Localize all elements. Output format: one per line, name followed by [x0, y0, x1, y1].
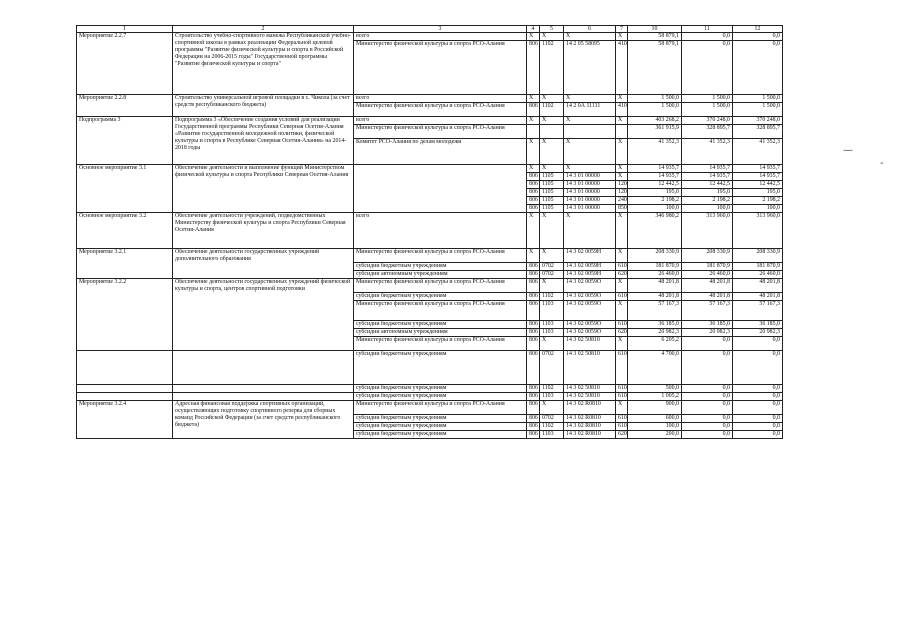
amount-2018-cell: 57 167,3: [733, 301, 783, 321]
grbs-cell: 806: [527, 415, 540, 423]
table-row: [77, 213, 783, 249]
vr-cell: X: [616, 165, 628, 173]
measure-code-cell: Основное мероприятие 3.1: [77, 165, 173, 213]
grbs-cell: 806: [527, 393, 540, 401]
amount-2016-cell: 48 201,8: [628, 279, 682, 293]
grbs-cell: 806: [527, 271, 540, 279]
grbs-cell: 806: [527, 329, 540, 337]
amount-2016-cell: 36 185,0: [628, 321, 682, 329]
amount-2017-cell: 0,0: [682, 351, 733, 385]
amount-2018-cell: 0,0: [733, 33, 783, 41]
rzpr-cell: X: [540, 139, 564, 165]
grbs-cell: X: [527, 33, 540, 41]
executor-cell: Министерство физической культуры и спорта РСО-Алания: [354, 337, 527, 351]
amount-2017-cell: 57 167,3: [682, 301, 733, 321]
measure-description-cell: Подпрограмма 3 «Обеспечение создания условий для реализации Государственной программы Республики Северная Осетия-Алания «Развитие государственной молодежной политики, физической культуры и спорта в Республике Северная Осетия-Алания» на 2014-2018 годы: [173, 117, 354, 165]
executor-cell: субсидии бюджетным учреждениям: [354, 351, 527, 385]
amount-2017-cell: 370 248,0: [682, 117, 733, 125]
rzpr-cell: X: [540, 401, 564, 415]
rzpr-cell: X: [540, 117, 564, 125]
vr-cell: 620: [616, 271, 628, 279]
table-row: [77, 249, 783, 263]
amount-2018-cell: 181 870,9: [733, 263, 783, 271]
amount-2018-cell: 370 248,0: [733, 117, 783, 125]
executor-cell: субсидии автономным учреждениям: [354, 329, 527, 337]
amount-2016-cell: 6 205,2: [628, 337, 682, 351]
amount-2018-cell: 14 935,7: [733, 173, 783, 181]
csr-cell: 14 3 02 50810: [564, 385, 616, 393]
amount-2016-cell: 26 460,0: [628, 271, 682, 279]
csr-cell: 14 3 02 0059О: [564, 279, 616, 293]
grbs-cell: X: [527, 249, 540, 263]
amount-2017-cell: 0,0: [682, 401, 733, 415]
executor-cell: субсидии автономным учреждениям: [354, 271, 527, 279]
rzpr-cell: X: [540, 213, 564, 249]
amount-2018-cell: 26 460,0: [733, 271, 783, 279]
amount-2018-cell: 328 895,7: [733, 125, 783, 139]
amount-2017-cell: 26 460,0: [682, 271, 733, 279]
amount-2016-cell: 200,0: [628, 431, 682, 439]
amount-2016-cell: 500,0: [628, 385, 682, 393]
executor-cell: субсидии бюджетным учреждениям: [354, 263, 527, 271]
csr-cell: X: [564, 165, 616, 173]
table-row: [77, 385, 783, 393]
csr-cell: 14 3 01 00000: [564, 197, 616, 205]
amount-2016-cell: 1 005,2: [628, 393, 682, 401]
amount-2018-cell: 12 442,5: [733, 181, 783, 189]
csr-cell: 14 2 05 58095: [564, 41, 616, 95]
rzpr-cell: 1102: [540, 293, 564, 301]
amount-2018-cell: 0,0: [733, 431, 783, 439]
amount-2018-cell: 1 500,0: [733, 95, 783, 103]
amount-2018-cell: 20 982,3: [733, 329, 783, 337]
rzpr-cell: X: [540, 279, 564, 293]
amount-2018-cell: 0,0: [733, 351, 783, 385]
csr-cell: 14 3 02 0059О: [564, 329, 616, 337]
vr-cell: X: [616, 117, 628, 125]
executor-cell: всего: [354, 95, 527, 103]
grbs-cell: 806: [527, 423, 540, 431]
executor-cell: субсидии бюджетным учреждениям: [354, 423, 527, 431]
amount-2017-cell: 2 198,2: [682, 197, 733, 205]
amount-2017-cell: 313 960,0: [682, 213, 733, 249]
rzpr-cell: 0702: [540, 271, 564, 279]
amount-2017-cell: 0,0: [682, 33, 733, 41]
vr-cell: 410: [616, 41, 628, 95]
amount-2017-cell: 14 935,7: [682, 165, 733, 173]
grbs-cell: 806: [527, 337, 540, 351]
vr-cell: 620: [616, 329, 628, 337]
measure-description-cell: [173, 385, 354, 393]
rzpr-cell: 0702: [540, 351, 564, 385]
measure-code-cell: [77, 393, 173, 401]
amount-2016-cell: 195,0: [628, 189, 682, 197]
amount-2016-cell: 12 442,5: [628, 181, 682, 189]
vr-cell: 610: [616, 293, 628, 301]
amount-2016-cell: 600,0: [628, 415, 682, 423]
csr-cell: 14 3 01 00000: [564, 181, 616, 189]
amount-2017-cell: 0,0: [682, 393, 733, 401]
measure-code-cell: Основное мероприятие 3.2: [77, 213, 173, 249]
measure-description-cell: [173, 351, 354, 385]
measure-description-cell: Обеспечение деятельности и выполнение функций Министерством физической культуры и спорта Республики Северная Осетия-Алания: [173, 165, 354, 213]
csr-cell: X: [564, 139, 616, 165]
csr-cell: 14 3 02 0059О: [564, 321, 616, 329]
measure-code-cell: Мероприятие 3.2.4: [77, 401, 173, 439]
vr-cell: 610: [616, 351, 628, 385]
amount-2017-cell: 12 442,5: [682, 181, 733, 189]
vr-cell: X: [616, 213, 628, 249]
amount-2016-cell: 1 500,0: [628, 95, 682, 103]
table-row: [77, 117, 783, 125]
executor-cell: всего: [354, 213, 527, 249]
amount-2018-cell: 0,0: [733, 423, 783, 431]
margin-mark-small: -: [880, 158, 884, 169]
measure-code-cell: Мероприятие 3.2.1: [77, 249, 173, 279]
amount-2017-cell: 48 201,8: [682, 279, 733, 293]
vr-cell: 610: [616, 263, 628, 271]
amount-2016-cell: 58 879,1: [628, 41, 682, 95]
column-number-header: [77, 26, 783, 33]
executor-cell: Комитет РСО-Алания по делам молодежи: [354, 139, 527, 165]
measure-code-cell: Мероприятие 2.2.7: [77, 33, 173, 95]
executor-cell: субсидии бюджетным учреждениям: [354, 293, 527, 301]
rzpr-cell: 1105: [540, 189, 564, 197]
grbs-cell: X: [527, 95, 540, 103]
amount-2018-cell: 0,0: [733, 401, 783, 415]
grbs-cell: 806: [527, 263, 540, 271]
amount-2018-cell: 0,0: [733, 393, 783, 401]
amount-2018-cell: 208 330,9: [733, 249, 783, 263]
amount-2016-cell: 4 700,0: [628, 351, 682, 385]
amount-2017-cell: 328 895,7: [682, 125, 733, 139]
col-header: 6: [564, 26, 616, 33]
table-row: [77, 279, 783, 293]
vr-cell: 850: [616, 205, 628, 213]
rzpr-cell: 0702: [540, 415, 564, 423]
executor-cell: субсидии бюджетным учреждениям: [354, 321, 527, 329]
amount-2018-cell: 14 935,7: [733, 165, 783, 173]
rzpr-cell: 1103: [540, 393, 564, 401]
amount-2017-cell: 0,0: [682, 415, 733, 423]
rzpr-cell: 1102: [540, 103, 564, 117]
executor-cell: субсидии бюджетным учреждениям: [354, 431, 527, 439]
measure-code-cell: Мероприятие 2.2.8: [77, 95, 173, 117]
vr-cell: X: [616, 33, 628, 41]
table-row: [77, 165, 783, 173]
rzpr-cell: X: [540, 337, 564, 351]
executor-cell: Министерство физической культуры и спорта РСО-Алания: [354, 41, 527, 95]
grbs-cell: X: [527, 165, 540, 173]
csr-cell: 14 3 02 R0810: [564, 401, 616, 415]
amount-2017-cell: 14 935,7: [682, 173, 733, 181]
csr-cell: 14 3 02 0059Н: [564, 263, 616, 271]
rzpr-cell: X: [540, 165, 564, 173]
grbs-cell: 806: [527, 431, 540, 439]
rzpr-cell: 1103: [540, 321, 564, 329]
csr-cell: 14 3 02 R0810: [564, 431, 616, 439]
rzpr-cell: [540, 125, 564, 139]
amount-2016-cell: 100,0: [628, 205, 682, 213]
amount-2016-cell: 58 879,1: [628, 33, 682, 41]
executor-cell: всего: [354, 33, 527, 41]
amount-2017-cell: 48 201,8: [682, 293, 733, 301]
col-header: 12: [733, 26, 783, 33]
col-header: 11: [682, 26, 733, 33]
csr-cell: 14 3 02 0059О: [564, 301, 616, 321]
amount-2016-cell: 48 201,8: [628, 293, 682, 301]
rzpr-cell: 1102: [540, 41, 564, 95]
csr-cell: 14 3 02 0059О: [564, 293, 616, 301]
vr-cell: [616, 125, 628, 139]
measure-description-cell: Обеспечение деятельности учреждений, подведомственных Министерству физической культуры и спорта Республики Северная Осетия-Алания: [173, 213, 354, 249]
amount-2018-cell: 1 500,0: [733, 103, 783, 117]
vr-cell: 410: [616, 103, 628, 117]
csr-cell: 14 3 02 0059Н: [564, 271, 616, 279]
rzpr-cell: X: [540, 95, 564, 103]
measure-description-cell: [173, 393, 354, 401]
rzpr-cell: 0702: [540, 263, 564, 271]
csr-cell: 14 3 01 00000: [564, 173, 616, 181]
csr-cell: X: [564, 117, 616, 125]
amount-2016-cell: 181 870,9: [628, 263, 682, 271]
executor-cell: [354, 165, 527, 213]
amount-2016-cell: 346 980,2: [628, 213, 682, 249]
grbs-cell: 806: [527, 181, 540, 189]
measure-description-cell: Строительство универсальной игровой площадки в с. Чикола (за счет средств республиканского бюджета): [173, 95, 354, 117]
csr-cell: 14 3 02 50810: [564, 337, 616, 351]
amount-2017-cell: 181 870,9: [682, 263, 733, 271]
vr-cell: X: [616, 95, 628, 103]
csr-cell: 14 3 01 00000: [564, 205, 616, 213]
vr-cell: 240: [616, 197, 628, 205]
amount-2017-cell: 0,0: [682, 41, 733, 95]
vr-cell: X: [616, 401, 628, 415]
amount-2017-cell: 0,0: [682, 423, 733, 431]
rzpr-cell: 1102: [540, 385, 564, 393]
col-header: 10: [628, 26, 682, 33]
vr-cell: X: [616, 249, 628, 263]
amount-2016-cell: 208 330,9: [628, 249, 682, 263]
vr-cell: X: [616, 301, 628, 321]
grbs-cell: 806: [527, 293, 540, 301]
grbs-cell: 806: [527, 41, 540, 95]
amount-2017-cell: 0,0: [682, 337, 733, 351]
grbs-cell: 806: [527, 351, 540, 385]
amount-2016-cell: 57 167,3: [628, 301, 682, 321]
amount-2016-cell: 900,0: [628, 401, 682, 415]
amount-2017-cell: 0,0: [682, 431, 733, 439]
amount-2018-cell: 195,0: [733, 189, 783, 197]
amount-2016-cell: 100,0: [628, 423, 682, 431]
grbs-cell: 806: [527, 205, 540, 213]
executor-cell: субсидии бюджетным учреждениям: [354, 385, 527, 393]
grbs-cell: 806: [527, 173, 540, 181]
vr-cell: X: [616, 139, 628, 165]
table-row: [77, 33, 783, 41]
col-header: 5: [540, 26, 564, 33]
executor-cell: Министерство физической культуры и спорта РСО-Алания: [354, 249, 527, 263]
amount-2017-cell: 100,0: [682, 205, 733, 213]
grbs-cell: X: [527, 117, 540, 125]
grbs-cell: 806: [527, 321, 540, 329]
col-header: 1: [77, 26, 173, 33]
amount-2016-cell: 361 915,9: [628, 125, 682, 139]
amount-2018-cell: 36 185,0: [733, 321, 783, 329]
csr-cell: 14 3 01 00000: [564, 189, 616, 197]
amount-2016-cell: 1 500,0: [628, 103, 682, 117]
amount-2016-cell: 14 935,7: [628, 173, 682, 181]
measure-code-cell: Мероприятие 3.2.2: [77, 279, 173, 351]
vr-cell: X: [616, 337, 628, 351]
csr-cell: 14 3 02 0059Н: [564, 249, 616, 263]
amount-2016-cell: 20 982,3: [628, 329, 682, 337]
vr-cell: 610: [616, 385, 628, 393]
margin-mark: —: [843, 145, 853, 156]
executor-cell: Министерство физической культуры и спорта РСО-Алания: [354, 401, 527, 415]
amount-2017-cell: 41 352,3: [682, 139, 733, 165]
rzpr-cell: 1105: [540, 173, 564, 181]
vr-cell: X: [616, 279, 628, 293]
csr-cell: 14 2 0А 11111: [564, 103, 616, 117]
rzpr-cell: 1103: [540, 301, 564, 321]
csr-cell: 14 3 02 50810: [564, 393, 616, 401]
executor-cell: всего: [354, 117, 527, 125]
executor-cell: субсидии бюджетным учреждениям: [354, 415, 527, 423]
amount-2018-cell: 100,0: [733, 205, 783, 213]
vr-cell: 610: [616, 393, 628, 401]
vr-cell: 610: [616, 415, 628, 423]
amount-2016-cell: 2 198,2: [628, 197, 682, 205]
table-row: [77, 95, 783, 103]
vr-cell: 610: [616, 423, 628, 431]
measure-description-cell: Обеспечение деятельности государственных учреждений дополнительного образования: [173, 249, 354, 279]
measure-description-cell: Адресная финансовая поддержка спортивных организаций, осуществляющих подготовку спортивного резерва для сборных команд Российской Федерации (за счет средств республиканского бюджета): [173, 401, 354, 439]
rzpr-cell: X: [540, 33, 564, 41]
amount-2016-cell: 14 935,7: [628, 165, 682, 173]
amount-2016-cell: 403 268,2: [628, 117, 682, 125]
csr-cell: 14 3 02 R0810: [564, 415, 616, 423]
executor-cell: субсидии бюджетным учреждениям: [354, 393, 527, 401]
executor-cell: Министерство физической культуры и спорта РСО-Алания: [354, 279, 527, 293]
amount-2018-cell: 0,0: [733, 337, 783, 351]
grbs-cell: 806: [527, 103, 540, 117]
amount-2017-cell: 1 500,0: [682, 103, 733, 117]
rzpr-cell: X: [540, 249, 564, 263]
measure-description-cell: Строительство учебно-спортивного манежа Республиканской учебно-спортивной школы в рамках реализации Федеральной целевой программы "Развитие физической культуры и спорта в Российской Федерации на 2006-2015 годы" Государственной программы "Развитие физической культуры и спорта": [173, 33, 354, 95]
executor-cell: Министерство физической культуры и спорта РСО-Алания: [354, 125, 527, 139]
table-row: [77, 351, 783, 385]
amount-2017-cell: 1 500,0: [682, 95, 733, 103]
csr-cell: [564, 125, 616, 139]
amount-2017-cell: 208 330,9: [682, 249, 733, 263]
amount-2017-cell: 36 185,0: [682, 321, 733, 329]
vr-cell: 620: [616, 431, 628, 439]
table-row: [77, 401, 783, 415]
amount-2018-cell: 2 198,2: [733, 197, 783, 205]
csr-cell: 14 3 02 R0810: [564, 423, 616, 431]
amount-2018-cell: 313 960,0: [733, 213, 783, 249]
amount-2017-cell: 0,0: [682, 385, 733, 393]
vr-cell: 610: [616, 321, 628, 329]
amount-2018-cell: 48 201,8: [733, 279, 783, 293]
amount-2018-cell: 0,0: [733, 415, 783, 423]
grbs-cell: 806: [527, 385, 540, 393]
amount-2017-cell: 20 982,3: [682, 329, 733, 337]
amount-2018-cell: 0,0: [733, 41, 783, 95]
col-header: 7: [616, 26, 628, 33]
executor-cell: Министерство физической культуры и спорта РСО-Алания: [354, 103, 527, 117]
csr-cell: X: [564, 33, 616, 41]
grbs-cell: 806: [527, 279, 540, 293]
rzpr-cell: 1103: [540, 431, 564, 439]
grbs-cell: 806: [527, 197, 540, 205]
vr-cell: 120: [616, 189, 628, 197]
measure-code-cell: Подпрограмма 3: [77, 117, 173, 165]
rzpr-cell: 1103: [540, 329, 564, 337]
amount-2018-cell: 0,0: [733, 385, 783, 393]
measure-code-cell: [77, 351, 173, 385]
grbs-cell: 806: [527, 401, 540, 415]
amount-2017-cell: 195,0: [682, 189, 733, 197]
rzpr-cell: 1105: [540, 181, 564, 189]
measure-code-cell: [77, 385, 173, 393]
vr-cell: 120: [616, 181, 628, 189]
measure-description-cell: Обеспечение деятельности государственных учреждений физической культуры и спорта, центров спортивной подготовки: [173, 279, 354, 351]
grbs-cell: X: [527, 139, 540, 165]
executor-cell: Министерство физической культуры и спорта РСО-Алания: [354, 301, 527, 321]
amount-2016-cell: 41 352,3: [628, 139, 682, 165]
col-header: 4: [527, 26, 540, 33]
amount-2018-cell: 41 352,3: [733, 139, 783, 165]
grbs-cell: [527, 125, 540, 139]
grbs-cell: 806: [527, 301, 540, 321]
rzpr-cell: 1102: [540, 423, 564, 431]
rzpr-cell: 1105: [540, 197, 564, 205]
csr-cell: X: [564, 213, 616, 249]
col-header: 3: [354, 26, 527, 33]
table-body: [77, 26, 783, 439]
col-header: 2: [173, 26, 354, 33]
table-row: [77, 393, 783, 401]
grbs-cell: X: [527, 213, 540, 249]
rzpr-cell: 1105: [540, 205, 564, 213]
vr-cell: X: [616, 173, 628, 181]
csr-cell: 14 3 02 50810: [564, 351, 616, 385]
csr-cell: X: [564, 95, 616, 103]
grbs-cell: 806: [527, 189, 540, 197]
budget-table: [76, 25, 783, 439]
amount-2018-cell: 48 201,8: [733, 293, 783, 301]
